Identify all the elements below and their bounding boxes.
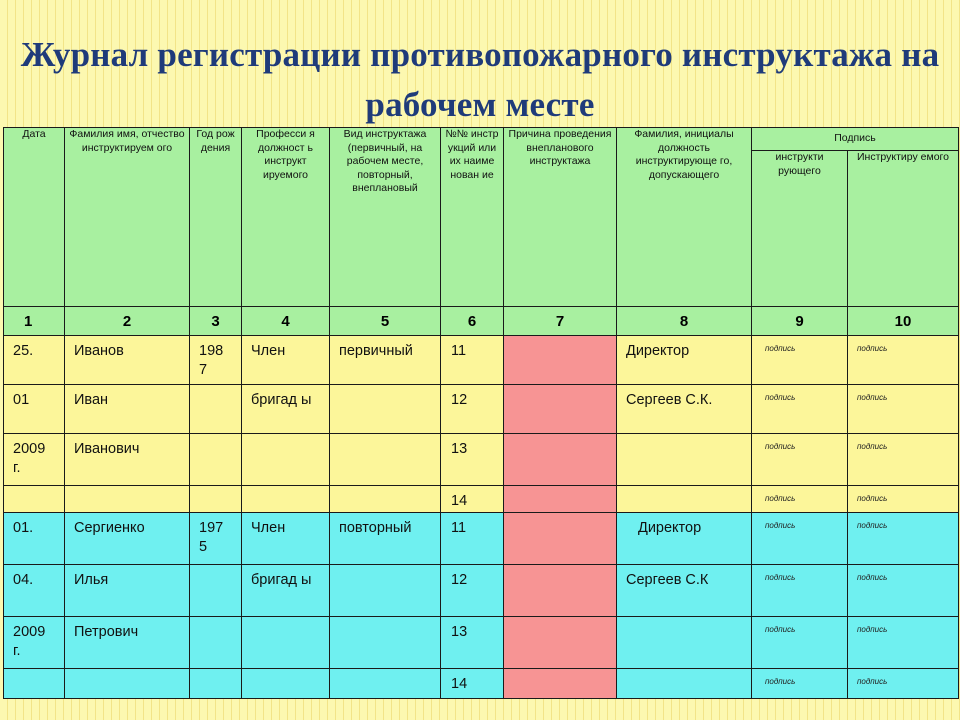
col-header-reason: Причина проведения внепланового инструктажа — [504, 128, 617, 307]
cell-number: 13 — [451, 441, 468, 457]
cell-sign-instructed: подпись — [857, 677, 888, 686]
cell-sign-instructed: подпись — [857, 625, 888, 634]
table-row — [4, 434, 959, 486]
cell-name: Иван — [74, 392, 109, 408]
cell-date — [5, 487, 63, 492]
cell-year — [191, 670, 240, 675]
table-row — [4, 336, 959, 385]
cell-reason — [505, 487, 615, 492]
cell-type — [331, 670, 439, 675]
cell-number: 12 — [451, 572, 468, 588]
cell-reason — [505, 566, 615, 571]
cell-date: 2009 г. — [13, 441, 46, 476]
cell-type — [331, 386, 439, 391]
col-header-year: Год рож дения — [190, 128, 242, 307]
cell-reason — [505, 337, 615, 342]
cell-year — [191, 435, 240, 440]
cell-sign-instructor: подпись — [765, 494, 796, 503]
cell-instructor: Директор — [638, 520, 702, 536]
cell-type — [331, 435, 439, 440]
table-row — [4, 669, 959, 699]
column-number: 10 — [848, 307, 959, 336]
col-header-name: Фамилия имя, отчество инструктируем ого — [65, 128, 190, 307]
cell-sign-instructed: подпись — [857, 573, 888, 582]
table-row — [4, 617, 959, 669]
cell-number: 11 — [451, 343, 467, 359]
cell-number: 12 — [451, 392, 468, 408]
cell-year — [191, 566, 240, 571]
cell-sign-instructor: подпись — [765, 393, 796, 402]
column-number: 1 — [4, 307, 65, 336]
cell-reason — [505, 670, 615, 675]
cell-sign-instructor: подпись — [765, 677, 796, 686]
cell-reason — [505, 386, 615, 391]
cell-year — [191, 386, 240, 391]
column-number: 3 — [190, 307, 242, 336]
cell-instructor: Сергеев С.К. — [626, 392, 713, 408]
column-number: 8 — [617, 307, 752, 336]
cell-number: 14 — [451, 493, 468, 509]
cell-reason — [505, 618, 615, 623]
column-number: 4 — [242, 307, 330, 336]
cell-name: Петрович — [74, 624, 139, 640]
cell-date: 04. — [13, 572, 34, 588]
cell-date: 01. — [13, 520, 34, 536]
cell-date: 2009 г. — [13, 624, 46, 659]
cell-type: первичный — [339, 343, 413, 359]
cell-date — [5, 670, 63, 675]
column-number: 5 — [330, 307, 441, 336]
column-number: 7 — [504, 307, 617, 336]
cell-name: Илья — [74, 572, 109, 588]
cell-number: 13 — [451, 624, 468, 640]
cell-profession — [243, 618, 328, 623]
cell-date: 01 — [13, 392, 30, 408]
cell-name: Иванов — [74, 343, 124, 359]
cell-profession: бригад ы — [251, 392, 312, 408]
cell-year — [191, 487, 240, 492]
cell-type — [331, 618, 439, 623]
cell-profession — [243, 487, 328, 492]
col-header-date: Дата — [4, 128, 65, 307]
cell-profession: бригад ы — [251, 572, 312, 588]
cell-type — [331, 487, 439, 492]
cell-sign-instructor: подпись — [765, 442, 796, 451]
cell-profession: Член — [251, 520, 286, 536]
cell-name: Иванович — [74, 441, 140, 457]
cell-instructor — [618, 487, 750, 492]
briefing-journal-table — [3, 127, 959, 699]
cell-sign-instructed: подпись — [857, 442, 888, 451]
journal-title: Журнал регистрации противопожарного инструктажа на рабочем месте — [20, 35, 940, 124]
cell-instructor: Директор — [626, 343, 690, 359]
cell-profession — [243, 435, 328, 440]
cell-name — [66, 670, 188, 675]
cell-profession: Член — [251, 343, 286, 359]
column-number-row — [4, 307, 959, 336]
cell-sign-instructed: подпись — [857, 494, 888, 503]
column-number: 6 — [441, 307, 504, 336]
col-header-type: Вид инструктажа (первичный, на рабочем месте, повторный, внеплановый — [330, 128, 441, 307]
col-header-number: №№ инстр укций или их наиме нован ие — [441, 128, 504, 307]
cell-instructor — [618, 618, 750, 623]
col-header-sign-instructed: Инструктиру емого — [848, 151, 959, 307]
table-row — [4, 565, 959, 617]
table-row — [4, 513, 959, 565]
cell-year — [191, 618, 240, 623]
col-header-instructor: Фамилия, инициалы должность инструктирующе го, допускающего — [617, 128, 752, 307]
table-row — [4, 486, 959, 513]
cell-type: повторный — [339, 520, 412, 536]
cell-year: 197 5 — [199, 520, 224, 555]
col-header-profession: Професси я должност ь инструкт ируемого — [242, 128, 330, 307]
cell-sign-instructor: подпись — [765, 521, 796, 530]
cell-sign-instructed: подпись — [857, 393, 888, 402]
cell-reason — [505, 514, 615, 519]
cell-year: 198 7 — [199, 343, 224, 378]
col-header-sign-instructor: инструкти рующего — [752, 151, 848, 307]
col-header-signature: Подпись — [752, 128, 959, 151]
column-number: 2 — [65, 307, 190, 336]
cell-sign-instructed: подпись — [857, 521, 888, 530]
cell-name — [66, 487, 188, 492]
cell-instructor — [618, 435, 750, 440]
cell-sign-instructor: подпись — [765, 625, 796, 634]
cell-sign-instructor: подпись — [765, 573, 796, 582]
cell-sign-instructed: подпись — [857, 344, 888, 353]
cell-date: 25. — [13, 343, 34, 359]
column-number: 9 — [752, 307, 848, 336]
cell-reason — [505, 435, 615, 440]
header-row-top — [4, 128, 959, 151]
cell-number: 14 — [451, 676, 468, 692]
cell-profession — [243, 670, 328, 675]
cell-number: 11 — [451, 520, 467, 536]
cell-name: Сергиенко — [74, 520, 145, 536]
cell-sign-instructor: подпись — [765, 344, 796, 353]
cell-instructor: Сергеев С.К — [626, 572, 709, 588]
cell-type — [331, 566, 439, 571]
table-row — [4, 385, 959, 434]
cell-instructor — [618, 670, 750, 675]
